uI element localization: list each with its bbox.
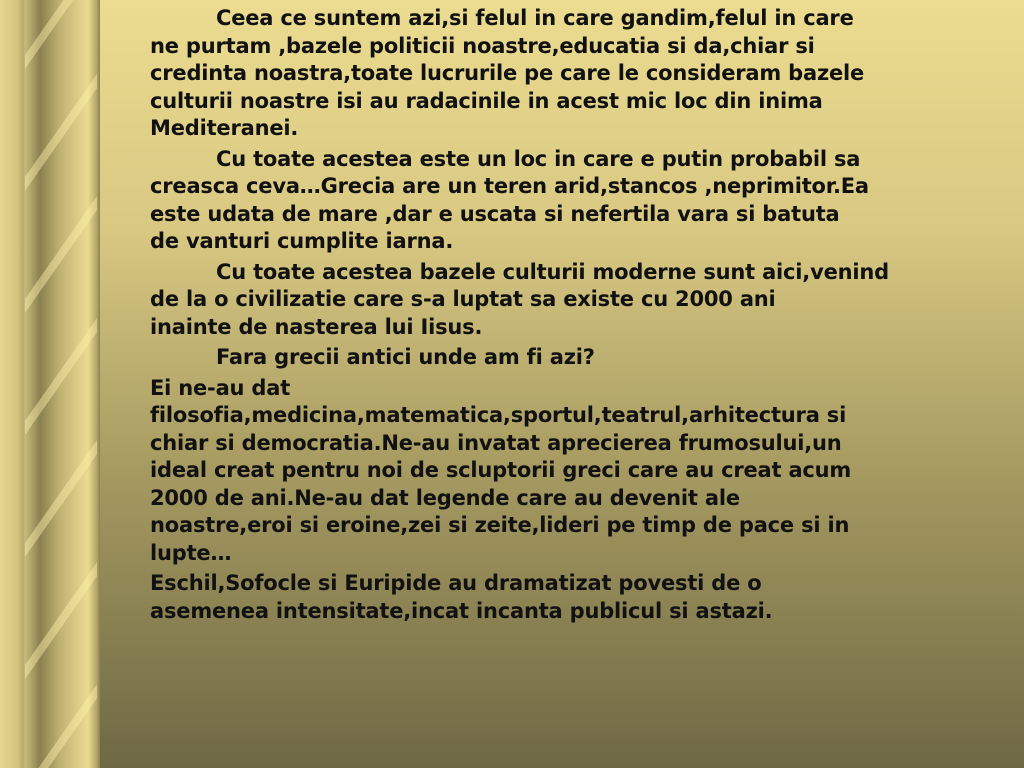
text-line: Eschil,Sofocle si Euripide au dramatizat povesti de o (150, 571, 762, 595)
text-line: Ei ne-au dat (150, 375, 291, 400)
text-line: credinta noastra,toate lucrurile pe care le consideram bazele (150, 61, 865, 85)
text-line: Cu toate acestea este un loc in care e putin probabil sa (216, 146, 861, 171)
text-line: creasca ceva…Grecia are un teren arid,stancos ,neprimitor.Ea (150, 174, 869, 198)
column-stripes (25, 0, 97, 768)
paragraph-2 (150, 146, 1020, 256)
text-line: noastre,eroi si eroine,zei si zeite,lideri pe timp de pace si in (150, 513, 850, 537)
paragraph-1 (150, 5, 1020, 143)
text-line: chiar si democratia.Ne-au invatat aprecierea frumosului,un (150, 430, 842, 455)
text-line: ne purtam ,bazele politicii noastre,educatia si da,chiar si (150, 33, 815, 58)
slide-text (150, 5, 1020, 625)
text-line: filosofia,medicina,matematica,sportul,teatrul,arhitectura si (150, 403, 847, 427)
paragraph-6 (150, 570, 1020, 625)
text-line: asemenea intensitate,incat incanta publicul si astazi. (150, 598, 773, 623)
paragraph-3 (150, 259, 1020, 342)
text-line: culturii noastre isi au radacinile in acest mic loc din inima (150, 88, 823, 113)
text-line: este udata de mare ,dar e uscata si nefertila vara si batuta (150, 201, 840, 226)
text-line: 2000 de ani.Ne-au dat legende care au devenit ale (150, 485, 740, 510)
text-line: Cu toate acestea bazele culturii moderne sunt aici,venind (216, 259, 889, 284)
text-line: inainte de nasterea lui Iisus. (150, 314, 483, 339)
text-line: de vanturi cumplite iarna. (150, 229, 454, 253)
text-line: Mediteranei. (150, 116, 299, 140)
paragraph-5 (150, 375, 1020, 568)
text-line: de la o civilizatie care s-a luptat sa existe cu 2000 ani (150, 287, 776, 311)
paragraph-4 (150, 344, 1020, 372)
text-line: Fara grecii antici unde am fi azi? (216, 345, 595, 369)
text-line: ideal creat pentru noi de scluptorii greci care au creat acum (150, 458, 852, 482)
decorative-column-border (0, 0, 100, 768)
text-line: Ceea ce suntem azi,si felul in care gandim,felul in care (216, 6, 854, 30)
text-line: lupte… (150, 540, 232, 565)
